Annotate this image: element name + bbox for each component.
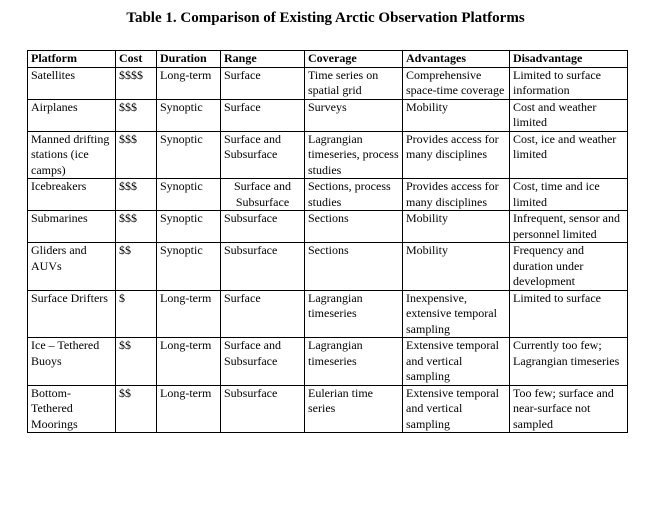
cell-disadvantage: Infrequent, sensor and personnel limited	[510, 211, 628, 243]
table-row	[28, 131, 628, 179]
cell-advantages: Extensive temporal and vertical sampling	[403, 338, 510, 386]
cell-coverage: Lagrangian timeseries, process studies	[305, 131, 403, 179]
cell-advantages: Mobility	[403, 211, 510, 243]
cell-disadvantage: Cost, ice and weather limited	[510, 131, 628, 179]
platform-comparison-table	[27, 50, 628, 433]
cell-duration: Synoptic	[157, 211, 221, 243]
cell-duration: Long-term	[157, 385, 221, 433]
cell-platform: Airplanes	[28, 99, 116, 131]
cell-cost: $$	[116, 338, 157, 386]
table-title: Table 1. Comparison of Existing Arctic Observation Platforms	[126, 10, 525, 26]
col-header-platform: Platform	[28, 51, 116, 68]
cell-platform: Manned drifting stations (ice camps)	[28, 131, 116, 179]
cell-range: Surface	[221, 290, 305, 338]
cell-coverage: Lagrangian timeseries	[305, 290, 403, 338]
cell-platform: Ice – Tethered Buoys	[28, 338, 116, 386]
cell-platform: Surface Drifters	[28, 290, 116, 338]
cell-cost: $$$	[116, 211, 157, 243]
cell-duration: Synoptic	[157, 99, 221, 131]
cell-coverage: Sections	[305, 243, 403, 291]
cell-duration: Synoptic	[157, 131, 221, 179]
cell-disadvantage: Too few; surface and near-surface not sampled	[510, 385, 628, 433]
table-header-row	[28, 51, 628, 68]
cell-cost: $$$	[116, 131, 157, 179]
table-row	[28, 211, 628, 243]
cell-advantages: Provides access for many disciplines	[403, 179, 510, 211]
table-row	[28, 243, 628, 291]
col-header-disadvantage: Disadvantage	[510, 51, 628, 68]
cell-coverage: Lagrangian timeseries	[305, 338, 403, 386]
col-header-duration: Duration	[157, 51, 221, 68]
cell-range: Surface and Subsurface	[221, 179, 305, 211]
cell-disadvantage: Currently too few; Lagrangian timeseries	[510, 338, 628, 386]
col-header-coverage: Coverage	[305, 51, 403, 68]
cell-range: Surface and Subsurface	[221, 338, 305, 386]
cell-advantages: Comprehensive space-time coverage	[403, 67, 510, 99]
cell-platform: Gliders and AUVs	[28, 243, 116, 291]
cell-duration: Synoptic	[157, 179, 221, 211]
cell-advantages: Mobility	[403, 99, 510, 131]
cell-cost: $$	[116, 385, 157, 433]
table-row	[28, 179, 628, 211]
cell-advantages: Extensive temporal and vertical sampling	[403, 385, 510, 433]
table-row	[28, 385, 628, 433]
cell-coverage: Time series on spatial grid	[305, 67, 403, 99]
cell-platform: Icebreakers	[28, 179, 116, 211]
cell-coverage: Sections, process studies	[305, 179, 403, 211]
cell-disadvantage: Limited to surface information	[510, 67, 628, 99]
cell-coverage: Eulerian time series	[305, 385, 403, 433]
cell-platform: Bottom-Tethered Moorings	[28, 385, 116, 433]
cell-disadvantage: Limited to surface	[510, 290, 628, 338]
cell-duration: Synoptic	[157, 243, 221, 291]
cell-disadvantage: Cost, time and ice limited	[510, 179, 628, 211]
cell-coverage: Surveys	[305, 99, 403, 131]
cell-advantages: Inexpensive, extensive temporal sampling	[403, 290, 510, 338]
cell-advantages: Mobility	[403, 243, 510, 291]
cell-disadvantage: Cost and weather limited	[510, 99, 628, 131]
col-header-range: Range	[221, 51, 305, 68]
table-row	[28, 290, 628, 338]
cell-duration: Long-term	[157, 67, 221, 99]
table-row	[28, 338, 628, 386]
cell-platform: Satellites	[28, 67, 116, 99]
cell-range: Subsurface	[221, 211, 305, 243]
cell-range: Surface	[221, 67, 305, 99]
cell-coverage: Sections	[305, 211, 403, 243]
cell-cost: $$	[116, 243, 157, 291]
cell-range: Surface	[221, 99, 305, 131]
table-row	[28, 67, 628, 99]
cell-advantages: Provides access for many disciplines	[403, 131, 510, 179]
cell-duration: Long-term	[157, 338, 221, 386]
cell-cost: $$$	[116, 179, 157, 211]
table-row	[28, 99, 628, 131]
cell-disadvantage: Frequency and duration under development	[510, 243, 628, 291]
cell-range: Surface and Subsurface	[221, 131, 305, 179]
col-header-advantages: Advantages	[403, 51, 510, 68]
cell-cost: $$$$	[116, 67, 157, 99]
cell-cost: $$$	[116, 99, 157, 131]
cell-range: Subsurface	[221, 385, 305, 433]
cell-cost: $	[116, 290, 157, 338]
cell-range: Subsurface	[221, 243, 305, 291]
col-header-cost: Cost	[116, 51, 157, 68]
cell-duration: Long-term	[157, 290, 221, 338]
cell-platform: Submarines	[28, 211, 116, 243]
